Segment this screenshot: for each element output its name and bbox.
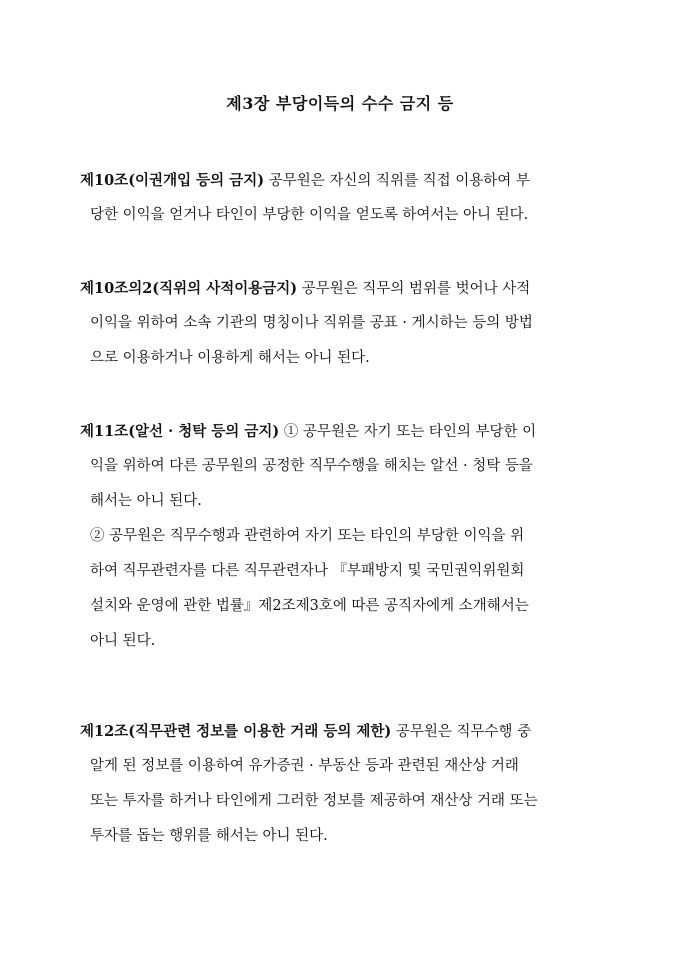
article-line [80, 271, 604, 306]
article-text: 공무원은 직무의 범위를 벗어나 사적 [301, 281, 531, 297]
article-line: ② 공무원은 직무수행과 관련하여 자기 또는 타인의 부당한 이익을 위 [90, 528, 525, 544]
article-line: 또는 투자를 하거나 타인에게 그러한 정보를 제공하여 재산상 거래 또는 [90, 793, 538, 809]
article-10-2 [80, 271, 604, 376]
article-line [80, 714, 604, 749]
article-line: 투자를 돕는 행위를 해서는 아니 된다. [90, 828, 328, 844]
article-text: ① 공무원은 자기 또는 타인의 부당한 이 [283, 424, 537, 440]
article-heading: 제11조(알선 · 청탁 등의 금지) [80, 423, 280, 440]
article-line: 당한 이익을 얻거나 타인이 부당한 이익을 얻도록 하여서는 아니 된다. [90, 207, 529, 223]
article-line: 설치와 운영에 관한 법률』제2조제3호에 따른 공직자에게 소개해서는 [90, 598, 529, 614]
article-line: 이익을 위하여 소속 기관의 명칭이나 직위를 공표 · 게시하는 등의 방법 [90, 315, 533, 331]
article-heading: 제10조(이권개입 등의 금지) [80, 172, 265, 189]
article-text: 공무원은 직무수행 중 [395, 724, 532, 740]
article-10 [80, 163, 604, 233]
article-line [80, 414, 604, 449]
chapter-title: 제3장 부당이득의 수수 금지 등 [226, 94, 454, 113]
article-line: 아니 된다. [90, 633, 156, 649]
article-line [80, 163, 604, 198]
article-12 [80, 714, 604, 854]
article-line: 알게 된 정보를 이용하여 유가증권 · 부동산 등과 관련된 재산상 거래 [90, 758, 519, 774]
article-heading: 제10조의2(직위의 사적이용금지) [80, 280, 298, 297]
article-line: 하여 직무관련자를 다른 직무관련자나 『부패방지 및 국민권익위원회 [90, 563, 525, 579]
article-line: 익을 위하여 다른 공무원의 공정한 직무수행을 해치는 알선 · 청탁 등을 [90, 458, 533, 474]
article-line: 해서는 아니 된다. [90, 493, 202, 509]
article-heading: 제12조(직무관련 정보를 이용한 거래 등의 제한) [80, 723, 392, 740]
article-11 [80, 414, 604, 659]
article-text: 공무원은 자신의 직위를 직접 이용하여 부 [268, 173, 530, 189]
article-line: 으로 이용하거나 이용하게 해서는 아니 된다. [90, 350, 370, 366]
